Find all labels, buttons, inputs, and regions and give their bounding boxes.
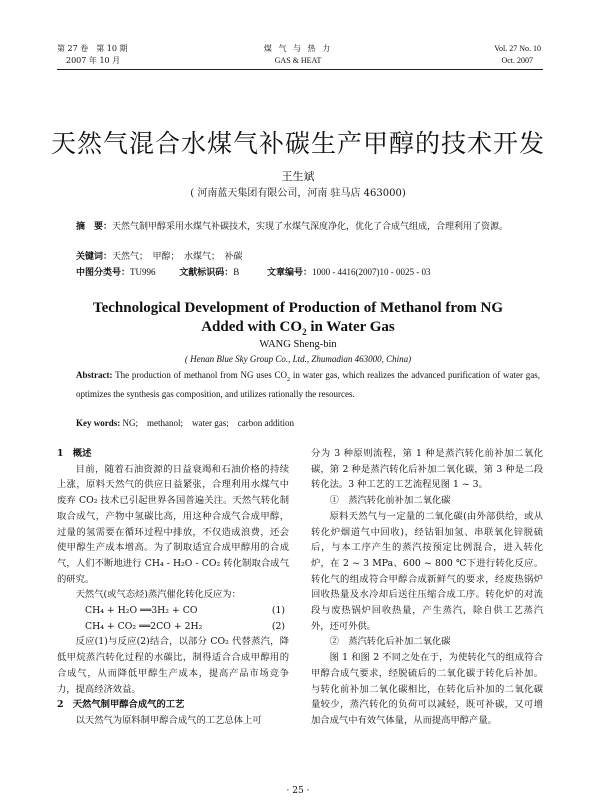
equation-1: CH₄ + H₂O ══3H₂ + CO (1) xyxy=(85,605,285,617)
header-issue: 第 27 卷 第 10 期 xyxy=(57,44,128,53)
paragraph: 目前，随着石油资源的日益衰竭和石油价格的持续上涨，原料天然气的供应日益紧张，合理利用水煤气中废弃 CO₂ 技术已引起世界各国普遍关注。天然气转化制取合成气，产物中氢碳比高，用这种合成气合成甲醇，过量的氢需要在循环过程中排放，不仅造成浪费，还会使甲醇生产成本增高。为了制取适宜合成甲醇用的合成气，人们不断地进行 CH₄ - H₂O - CO₂ 转化制取合成气的研究。 xyxy=(57,463,289,585)
affiliation-en: ( Henan Blue Sky Group Co., Ltd., Zhumadian 463000, China) xyxy=(184,354,412,364)
abstract-en-label: Abstract: xyxy=(76,370,113,380)
affiliation-cn: ( 河南蓝天集团有限公司，河南 驻马店 463000) xyxy=(190,188,406,199)
clc-code: TU996 xyxy=(130,267,156,277)
doc-code-label: 文献标识码： xyxy=(179,268,234,278)
paragraph: 原料天然气与一定量的二氧化碳(由外部供给，或从转化炉烟道气中回收)，经钴钼加氢、串联氧化锌脱硫后，与本工序产生的蒸汽按预定比例混合，进入转化炉，在 2 ~ 3 MPa、600 ~ 800 ℃下进行转化反应。转化气的组成符合甲醇合成新鲜气的要求，经废热锅炉回收热量及水冷却后送往压缩合成工序。转化炉的对流段与废热锅炉回收热量，产生蒸汽，除自供工艺蒸汽外，还可外供。 xyxy=(311,510,543,632)
classification-line xyxy=(76,265,540,281)
paragraph: 图 1 和图 2 不同之处在于，为使转化气的组成符合甲醇合成气要求，经脱硫后的二氧化碳于转化后补加。与转化前补加二氧化碳相比，在转化后补加的二氧化碳量较少，蒸汽转化的负荷可以减轻，既可补碳，又可增加合成气中有效气体量，从而提高甲醇产量。 xyxy=(311,652,543,726)
author-en: WANG Sheng-bin xyxy=(259,339,337,350)
keywords-en-label: Key words: xyxy=(76,418,121,428)
article-id-label: 文章编号： xyxy=(267,268,313,278)
paragraph: 以天然气为原料制甲醇合成气的工艺总体上可 xyxy=(75,714,262,726)
paragraph: 反应(1)与反应(2)结合，以部分 CO₂ 代替蒸汽，降低甲烷蒸汽转化过程的水碳比，制得适合合成甲醇用的合成气，从而降低甲醇生产成本，提高产品市场竞争力，提高经济效益。 xyxy=(57,636,289,695)
section-1-heading: 1 概述 xyxy=(57,448,92,459)
subheading-1: ① 蒸汽转化前补加二氧化碳 xyxy=(329,495,451,507)
subheading-2: ② 蒸汽转化后补加二氧化碳 xyxy=(329,636,451,648)
left-column xyxy=(57,446,289,729)
doc-code: B xyxy=(233,267,240,277)
journal-name-cn: 煤 气 与 热 力 xyxy=(263,44,333,53)
abstract-en: Abstract: The production of methanol from NG uses $CO_2$ in water gas, which realizes the advanced purification of water gas, optimizes the synthesis gas composition, and utilizes rationally the resources. xyxy=(76,370,541,399)
keywords-cn xyxy=(76,250,540,265)
title-en-line1: Technological Development of Production of Methanol from NG xyxy=(92,300,504,316)
title-en-line2: Added with $CO_2$ in Water Gas xyxy=(201,319,395,337)
journal-name-en: GAS & HEAT xyxy=(274,56,322,65)
abstract-cn-text: 天然气制甲醇采用水煤气补碳技术，实现了水煤气深度净化，优化了合成气组成，合理利用了资源。 xyxy=(112,222,509,232)
article-id: 1000 - 4416(2007)10 - 0025 - 03 xyxy=(312,267,431,277)
clc-label: 中图分类号： xyxy=(76,268,131,278)
keywords-en-text: NG; methanol; water gas; carbon addition xyxy=(122,418,294,428)
keywords-en xyxy=(76,416,540,430)
equation-2: CH₄ + CO₂ ══2CO + 2H₂ (2) xyxy=(85,620,285,632)
header-rule xyxy=(57,69,543,70)
title-cn: 天然气混合水煤气补碳生产甲醇的技术开发 xyxy=(50,129,545,158)
section-2-heading: 2 天然气制甲醇合成气的工艺 xyxy=(57,699,185,711)
header-date: 2007 年 10 月 xyxy=(66,56,121,65)
abstract-cn xyxy=(76,220,540,235)
keywords-cn-text: 天然气； 甲醇； 水煤气； 补碳 xyxy=(112,252,243,262)
header-volume: Vol. 27 No. 10 xyxy=(494,44,541,53)
right-column xyxy=(311,446,543,729)
header-month: Oct. 2007 xyxy=(501,56,533,65)
keywords-cn-label: 关键词： xyxy=(76,252,113,262)
paragraph: 分为 3 种原则流程，第 1 种是蒸汽转化前补加二氧化碳，第 2 种是蒸汽转化后补加二氧化碳，第 3 种是二段转化法。3 种工艺的工艺流程见图 1 ~ 3。 xyxy=(311,448,543,491)
author-cn: 王生斌 xyxy=(281,170,315,183)
paragraph: 天然气(或气态烃)蒸汽催化转化反应为： xyxy=(75,589,241,601)
abstract-cn-label: 摘 要： xyxy=(76,222,113,232)
page-number: · 25 · xyxy=(286,786,310,796)
